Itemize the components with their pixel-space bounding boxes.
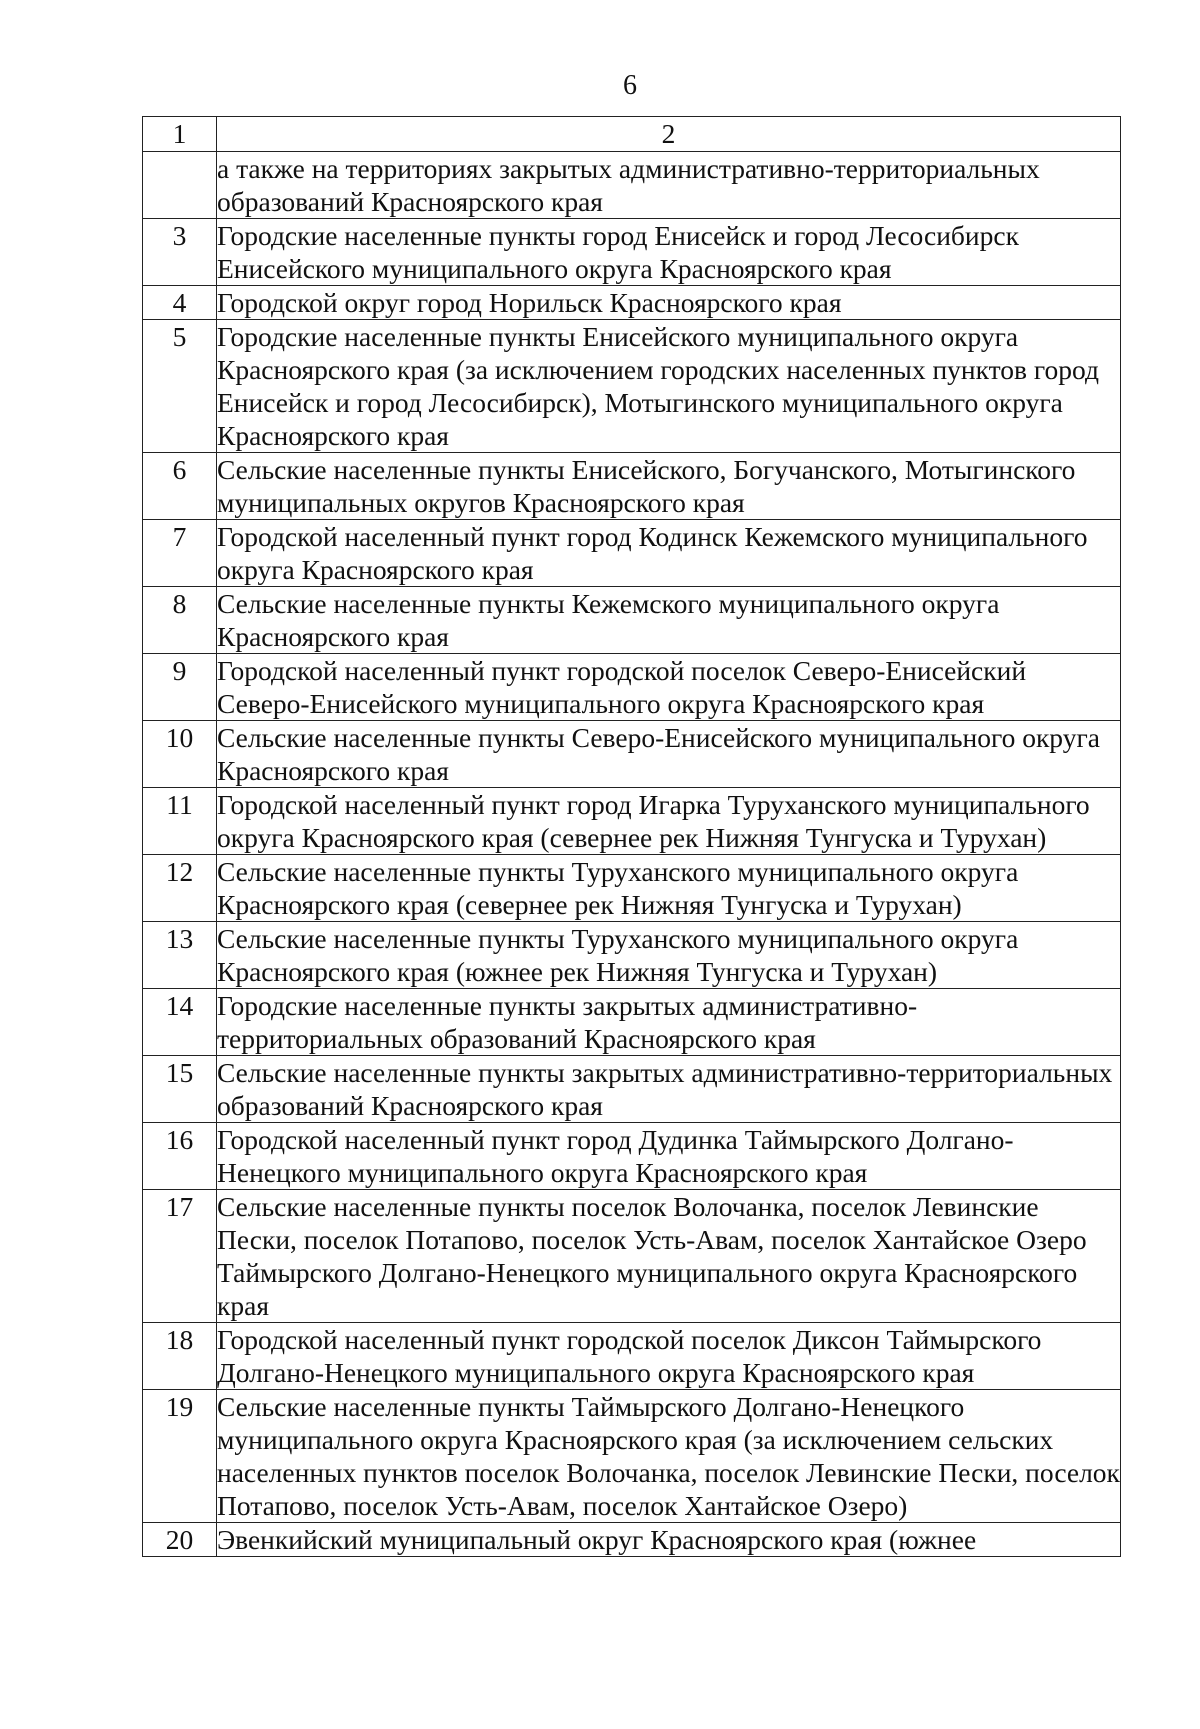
row-description: Городской населенный пункт город Дудинка Таймырского Долгано-Ненецкого муниципального округа Красноярского края: [217, 1123, 1121, 1190]
row-description: Городской населенный пункт город Игарка Туруханского муниципального округа Красноярского края (севернее рек Нижняя Тунгуска и Турухан): [217, 788, 1121, 855]
row-number: 5: [143, 320, 217, 453]
row-number: 8: [143, 587, 217, 654]
row-number: 7: [143, 520, 217, 587]
row-number: 11: [143, 788, 217, 855]
table-row: [143, 453, 1121, 520]
table-row: [143, 788, 1121, 855]
row-description: Городской населенный пункт городской поселок Диксон Таймырского Долгано-Ненецкого муниципального округа Красноярского края: [217, 1323, 1121, 1390]
row-number: 3: [143, 219, 217, 286]
territory-table: [142, 116, 1121, 1557]
table-row: [143, 922, 1121, 989]
table-row: [143, 855, 1121, 922]
row-description: Сельские населенные пункты Енисейского, Богучанского, Мотыгинского муниципальных округов Красноярского края: [217, 453, 1121, 520]
row-number: 18: [143, 1323, 217, 1390]
row-number: 12: [143, 855, 217, 922]
row-description: Городской населенный пункт город Кодинск Кежемского муниципального округа Красноярского края: [217, 520, 1121, 587]
header-col-2: 2: [217, 117, 1121, 152]
table-row: [143, 1190, 1121, 1323]
row-description: Сельские населенные пункты Туруханского муниципального округа Красноярского края (южнее рек Нижняя Тунгуска и Турухан): [217, 922, 1121, 989]
row-description: Сельские населенные пункты Северо-Енисейского муниципального округа Красноярского края: [217, 721, 1121, 788]
row-description: Городской населенный пункт городской поселок Северо-Енисейский Северо-Енисейского муниципального округа Красноярского края: [217, 654, 1121, 721]
table-row: [143, 1123, 1121, 1190]
row-number: 14: [143, 989, 217, 1056]
row-description: Сельские населенные пункты Кежемского муниципального округа Красноярского края: [217, 587, 1121, 654]
table-row: [143, 152, 1121, 219]
table-row: [143, 286, 1121, 320]
row-number: 17: [143, 1190, 217, 1323]
row-description: Городские населенные пункты город Енисейск и город Лесосибирск Енисейского муниципального округа Красноярского края: [217, 219, 1121, 286]
table-row: [143, 320, 1121, 453]
table-row: [143, 1323, 1121, 1390]
row-number: 10: [143, 721, 217, 788]
row-description: Сельские населенные пункты закрытых административно-территориальных образований Красноярского края: [217, 1056, 1121, 1123]
row-description: Городские населенные пункты закрытых административно-территориальных образований Красноярского края: [217, 989, 1121, 1056]
table-row: [143, 989, 1121, 1056]
row-description: Сельские населенные пункты Таймырского Долгано-Ненецкого муниципального округа Красноярского края (за исключением сельских населенных пунктов поселок Волочанка, поселок Левинские Пески, поселок Потапово, поселок Усть-Авам, поселок Хантайское Озеро): [217, 1391, 1120, 1521]
row-number: 15: [143, 1056, 217, 1123]
table-row: [143, 1523, 1121, 1557]
row-number: 20: [143, 1523, 217, 1557]
page-number: 6: [623, 70, 637, 101]
table-row: [143, 654, 1121, 721]
row-description: Городские населенные пункты Енисейского муниципального округа Красноярского края (за исключением городских населенных пунктов город Енисейск и город Лесосибирск), Мотыгинского муниципального округа Красноярского края: [217, 320, 1121, 453]
row-description: Эвенкийский муниципальный округ Красноярского края (южнее: [217, 1523, 1121, 1557]
header-col-1: 1: [143, 117, 217, 152]
table-row: [143, 587, 1121, 654]
row-number: 9: [143, 654, 217, 721]
row-number: [143, 152, 217, 219]
row-number: 16: [143, 1123, 217, 1190]
row-description: Сельские населенные пункты Туруханского муниципального округа Красноярского края (севернее рек Нижняя Тунгуска и Турухан): [217, 855, 1121, 922]
table-row: [143, 219, 1121, 286]
row-number: 6: [143, 453, 217, 520]
row-number: 19: [143, 1390, 217, 1523]
table-header-row: [143, 117, 1121, 152]
table-row: [143, 520, 1121, 587]
row-number: 4: [143, 286, 217, 320]
row-number: 13: [143, 922, 217, 989]
row-description: Сельские населенные пункты поселок Волочанка, поселок Левинские Пески, поселок Потапово, поселок Усть-Авам, поселок Хантайское Озеро Таймырского Долгано-Ненецкого муниципального округа Красноярского края: [217, 1190, 1121, 1323]
row-description: а также на территориях закрытых административно-территориальных образований Красноярского края: [217, 152, 1121, 219]
table-row: [143, 721, 1121, 788]
table-row: [143, 1056, 1121, 1123]
row-description: Городской округ город Норильск Красноярского края: [217, 286, 1121, 320]
table-row: [143, 1390, 1121, 1523]
